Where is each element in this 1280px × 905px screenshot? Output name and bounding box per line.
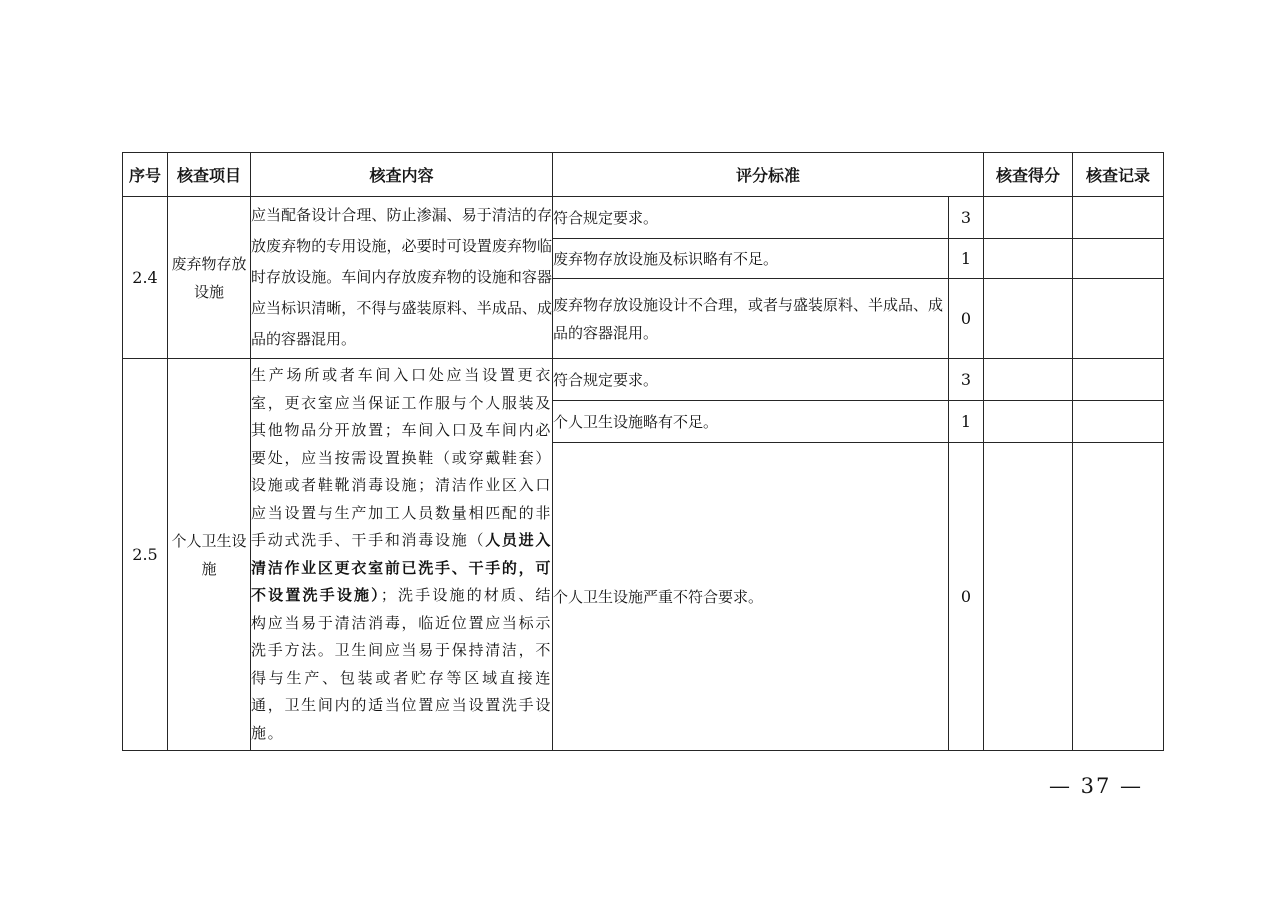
criteria-cell: 废弃物存放设施设计不合理，或者与盛装原料、半成品、成品的容器混用。 (553, 279, 949, 359)
item-cell-personal-hygiene: 个人卫生设施 (168, 359, 251, 751)
criteria-cell: 符合规定要求。 (553, 197, 949, 239)
serial-cell-2-4: 2.4 (123, 197, 168, 359)
table-row (123, 359, 1164, 401)
item-cell-waste-storage: 废弃物存放设施 (168, 197, 251, 359)
audit-score-table (122, 152, 1164, 751)
content-cell-2-4 (251, 197, 553, 359)
criteria-cell: 废弃物存放设施及标识略有不足。 (553, 239, 949, 279)
column-header-criteria: 评分标准 (553, 153, 984, 197)
content-text: 应当配备设计合理、防止渗漏、易于清洁的存放废弃物的专用设施，必要时可设置废弃物临时存放设施。车间内存放废弃物的设施和容器应当标识清晰，不得与盛装原料、半成品、成品的容器混用。 (251, 206, 552, 348)
score-entry-cell (984, 279, 1073, 359)
column-header-item: 核查项目 (168, 153, 251, 197)
criteria-score-cell: 1 (949, 401, 984, 443)
column-header-content: 核查内容 (251, 153, 553, 197)
score-entry-cell (984, 401, 1073, 443)
criteria-cell: 个人卫生设施严重不符合要求。 (553, 443, 949, 751)
content-text: ；洗手设施的材质、结构应当易于清洁消毒，临近位置应当标示洗手方法。卫生间应当易于保持清洁，不得与生产、包装或者贮存等区域直接连通，卫生间内的适当位置应当设置洗手设施。 (251, 586, 552, 742)
record-entry-cell (1073, 197, 1164, 239)
table-header-row (123, 153, 1164, 197)
criteria-score-cell: 0 (949, 279, 984, 359)
criteria-cell: 符合规定要求。 (553, 359, 949, 401)
criteria-score-cell: 1 (949, 239, 984, 279)
score-entry-cell (984, 197, 1073, 239)
content-text-bold: 人员进入清洁作业区更衣室前已洗手、干手的，可不设置洗手设施） (251, 531, 552, 604)
criteria-score-cell: 3 (949, 359, 984, 401)
content-text: 生产场所或者车间入口处应当设置更衣室，更衣室应当保证工作服与个人服装及其他物品分开放置；车间入口及车间内必要处，应当按需设置换鞋（或穿戴鞋套）设施或者鞋靴消毒设施；清洁作业区入口应当设置与生产加工人员数量相匹配的非手动式洗手、干手和消毒设施（ (251, 366, 552, 549)
record-entry-cell (1073, 279, 1164, 359)
record-entry-cell (1073, 401, 1164, 443)
record-entry-cell (1073, 239, 1164, 279)
record-entry-cell (1073, 359, 1164, 401)
page-number: — 37 — (1048, 774, 1144, 798)
score-entry-cell (984, 239, 1073, 279)
table-row (123, 197, 1164, 239)
criteria-score-cell: 3 (949, 197, 984, 239)
criteria-score-cell: 0 (949, 443, 984, 751)
column-header-serial: 序号 (123, 153, 168, 197)
score-entry-cell (984, 359, 1073, 401)
column-header-score: 核查得分 (984, 153, 1073, 197)
serial-cell-2-5: 2.5 (123, 359, 168, 751)
column-header-record: 核查记录 (1073, 153, 1164, 197)
score-entry-cell (984, 443, 1073, 751)
criteria-cell: 个人卫生设施略有不足。 (553, 401, 949, 443)
content-cell-2-5 (251, 359, 553, 751)
record-entry-cell (1073, 443, 1164, 751)
